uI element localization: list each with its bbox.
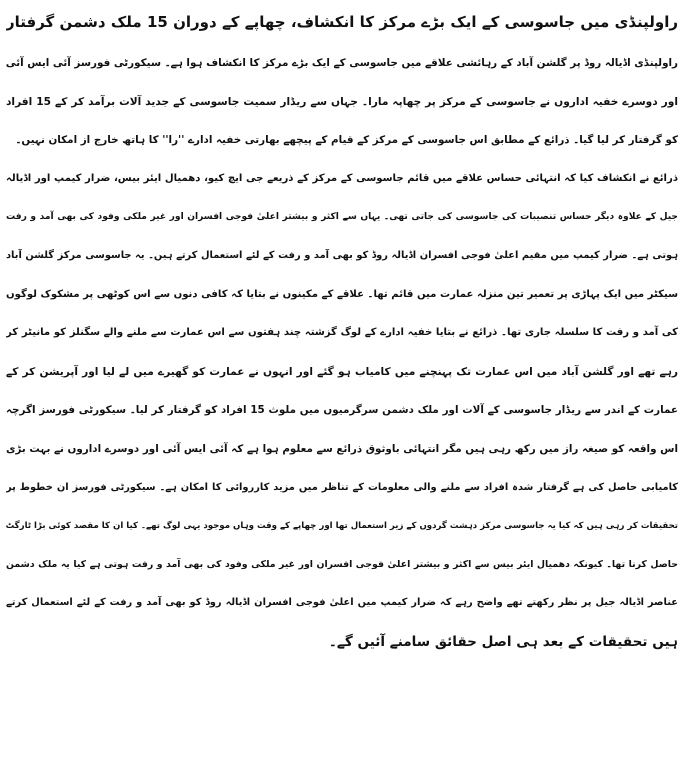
- body-line-3: کو گرفتار کر لیا گیا۔ ذرائع کے مطابق اس جاسوسی کے مرکز کے قیام کے پیچھے بھارتی خفیہ ادارے ''را'' کا ہاتھ خارج از امکان نہیں۔: [15, 134, 678, 147]
- body-line-16: ہیں تحقیقات کے بعد ہی اصل حقائق سامنے آئیں گے۔: [328, 633, 678, 650]
- body-line-1: راولپنڈی اڈیالہ روڈ پر گلشن آباد کے رہائشی علاقے میں جاسوسی کے ایک بڑے مرکز کا انکشاف ہوا ہے۔ سیکورٹی فورسز آئی ایس آئی: [6, 57, 678, 69]
- body-line-14: حاصل کرنا تھا۔ کیونکہ دھمیال ایئر بیس سے اکثر و بیشتر اعلیٰ فوجی افسران اور غیر ملکی وفود کی بھی آمد و رفت ہوتی ہے کیا یہ ملک دشمن: [6, 558, 678, 570]
- article-headline: راولپنڈی میں جاسوسی کے ایک بڑے مرکز کا انکشاف، چھاپے کے دوران 15 ملک دشمن گرفتار: [6, 13, 678, 31]
- body-line-4: ذرائع نے انکشاف کیا کہ انتہائی حساس علاقے میں قائم جاسوسی کے مرکز کے ذریعے جی ایچ کیو، دھمیال ایئر بیس، ضرار کیمپ اور اڈیالہ: [6, 172, 678, 184]
- body-line-13: تحقیقات کر رہی ہیں کہ کیا یہ جاسوسی مرکز دہشت گردوں کے زیر استعمال تھا اور چھاپے کے وقت وہاں موجود یہی لوگ تھے۔ کیا ان کا مقصد کوئی بڑا ٹارگٹ: [6, 521, 678, 532]
- body-line-5: جیل کے علاوہ دیگر حساس تنصیبات کی جاسوسی کی جاتی تھی۔ یہاں سے اکثر و بیشتر اعلیٰ فوجی افسران اور غیر ملکی وفود کی بھی آمد و رفت: [6, 212, 678, 223]
- body-line-2: اور دوسرے خفیہ اداروں نے جاسوسی کے مرکز پر چھاپہ مارا۔ جہاں سے ریڈار سمیت جاسوسی کے جدید آلات برآمد کر کے 15 افراد: [6, 95, 678, 108]
- body-line-7: سیکٹر میں ایک پہاڑی پر تعمیر تین منزلہ عمارت میں قائم تھا۔ علاقے کے مکینوں نے بتایا کہ کافی دنوں سے اس کوٹھی پر مشکوک لوگوں: [6, 288, 678, 300]
- body-line-9: رہے تھے اور گلشن آباد میں اس عمارت تک پہنچنے میں کامیاب ہو گئے اور انہوں نے عمارت کو گھیرے میں لے لیا اور آپریشن کر کے: [6, 365, 678, 378]
- body-line-6: ہوتی ہے۔ ضرار کیمپ میں مقیم اعلیٰ فوجی افسران اڈیالہ روڈ کو بھی آمد و رفت کے لئے استعمال کرتے ہیں۔ یہ جاسوسی مرکز گلشن آباد: [6, 249, 678, 261]
- body-line-11: اس واقعہ کو صیغہ راز میں رکھ رہی ہیں مگر انتہائی باوثوق ذرائع سے معلوم ہوا ہے کہ آئی ایس آئی اور دوسرے اداروں نے بہت بڑی: [6, 442, 678, 455]
- body-line-8: کی آمد و رفت کا سلسلہ جاری تھا۔ ذرائع نے بتایا خفیہ ادارے کے لوگ گزشتہ چند ہفتوں سے اس عمارت سے ملنے والے سگنلز کو مانیٹر کر: [6, 327, 678, 339]
- body-line-12: کامیابی حاصل کی ہے گرفتار شدہ افراد سے ملنے والی معلومات کے تناظر میں مزید کارروائی کا امکان ہے۔ سیکورٹی فورسز ان خطوط پر: [6, 481, 678, 493]
- article-body: [6, 44, 678, 662]
- body-line-10: عمارت کے اندر سے ریڈار جاسوسی کے آلات اور ملک دشمن سرگرمیوں میں ملوث 15 افراد کو گرفتار کر لیا۔ سیکورٹی فورسز اگرچہ: [6, 404, 678, 417]
- news-article: [6, 0, 678, 662]
- body-line-15: عناصر اڈیالہ جیل پر نظر رکھتے تھے واضح رہے کہ ضرار کیمپ میں اعلیٰ فوجی افسران اڈیالہ روڈ کو بھی آمد و رفت کے لئے استعمال کرتے: [6, 597, 678, 609]
